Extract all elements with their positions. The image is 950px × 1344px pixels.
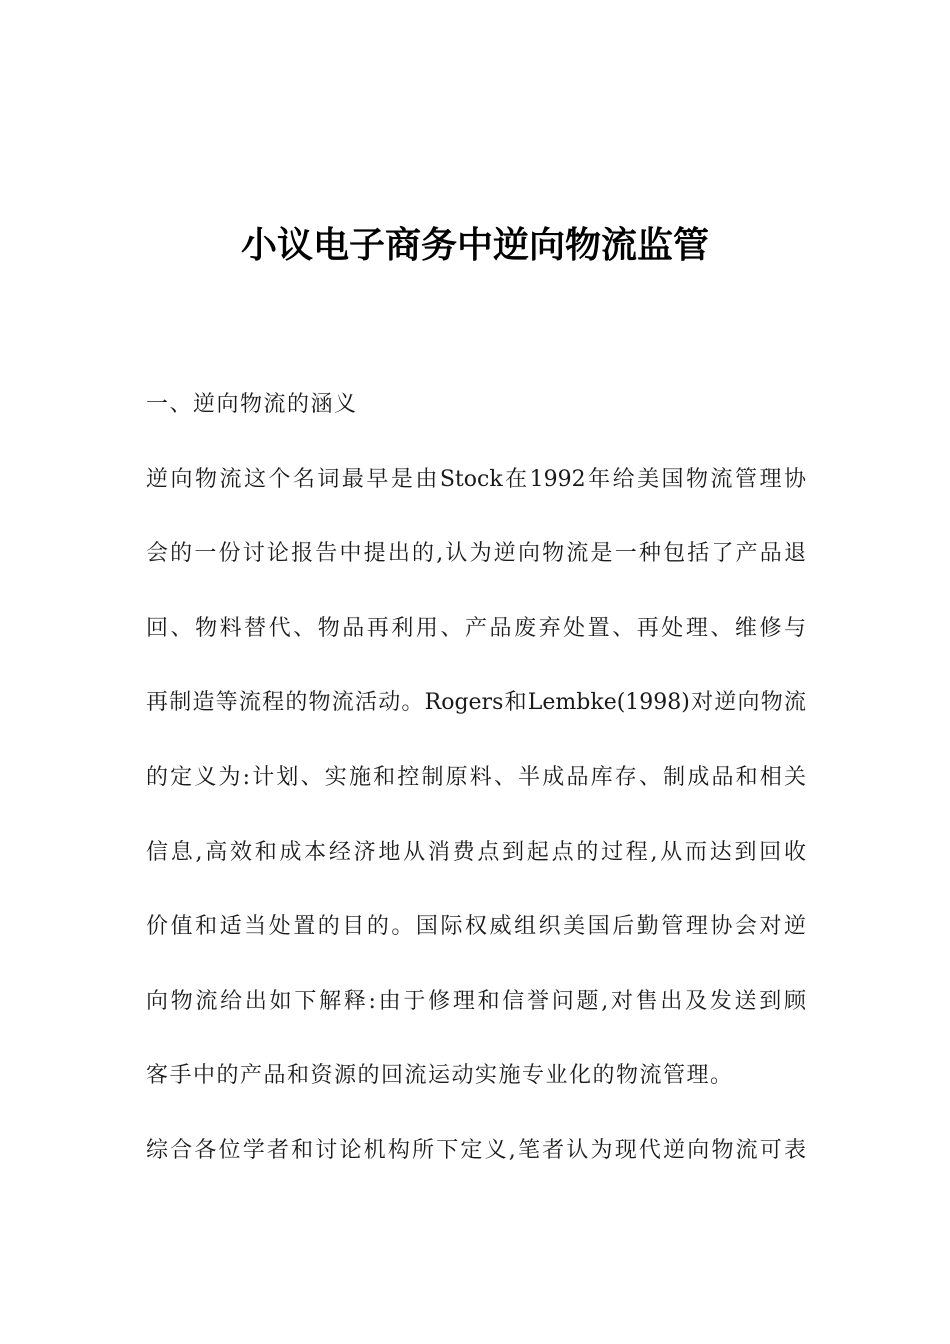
body-line: 信息,高效和成本经济地从消费点到起点的过程,从而达到回收 <box>146 839 806 865</box>
body-line: 向物流给出如下解释:由于修理和信誉问题,对售出及发送到顾 <box>146 988 806 1014</box>
document-title: 小议电子商务中逆向物流监管 <box>240 225 709 266</box>
body-line: 价值和适当处置的目的。国际权威组织美国后勤管理协会对逆 <box>146 914 806 940</box>
body-line: 逆向物流这个名词最早是由Stock在1992年给美国物流管理协 <box>146 466 806 492</box>
body-line: 回、物料替代、物品再利用、产品废弃处置、再处理、维修与 <box>146 615 806 641</box>
body-line: 综合各位学者和讨论机构所下定义,笔者认为现代逆向物流可表 <box>146 1137 806 1163</box>
body-line: 客手中的产品和资源的回流运动实施专业化的物流管理。 <box>146 1063 734 1089</box>
body-line: 会的一份讨论报告中提出的,认为逆向物流是一种包括了产品退 <box>146 541 806 567</box>
section-heading: 一、逆向物流的涵义 <box>146 392 358 417</box>
document-body <box>146 380 806 1201</box>
body-line: 再制造等流程的物流活动。Rogers和Lembke(1998)对逆向物流 <box>146 690 806 716</box>
body-line: 的定义为:计划、实施和控制原料、半成品库存、制成品和相关 <box>146 764 806 790</box>
